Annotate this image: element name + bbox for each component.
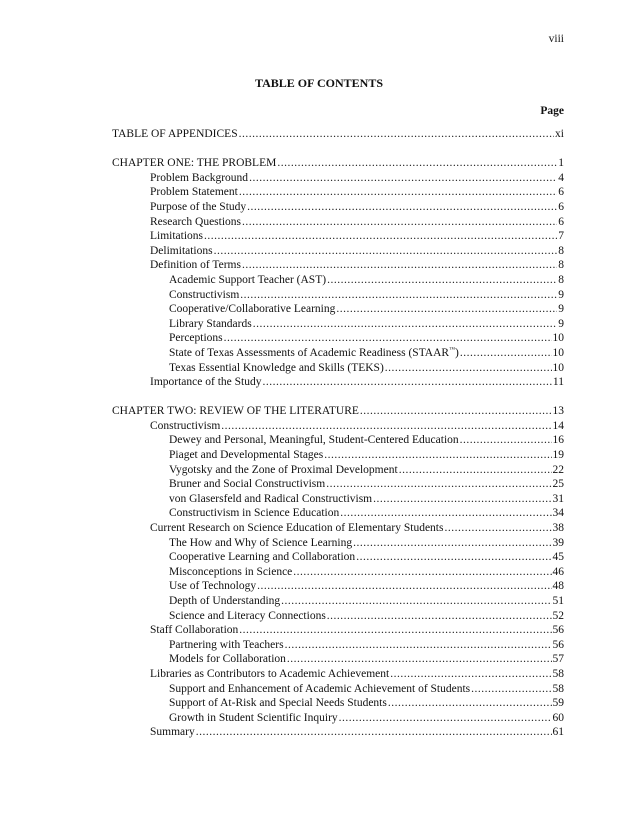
toc-entry [112,229,564,244]
dot-leader [327,273,557,288]
dot-leader [204,229,557,244]
toc-entry-title: Perceptions [169,332,223,345]
toc-entry [112,448,564,463]
toc-entry [112,652,564,667]
toc-entry-page: 59 [552,697,564,710]
dot-leader [287,652,552,667]
dot-leader [281,594,551,609]
page-column-heading: Page [540,105,564,117]
toc-entry [112,127,564,142]
toc-entry-page: 46 [552,565,564,578]
dot-leader [239,185,557,200]
toc-entry-title: CHAPTER TWO: REVIEW OF THE LITERATURE [112,405,359,418]
dot-leader [293,565,551,580]
dot-leader [324,448,551,463]
toc-entry-page: 38 [552,522,564,535]
toc-entry [112,375,564,390]
dot-leader [373,492,551,507]
toc-entry-page: 7 [558,230,564,243]
toc-entry-title: Texas Essential Knowledge and Skills (TEKS) [169,361,384,374]
toc-entry [112,433,564,448]
toc-entry-title: Problem Background [150,171,249,184]
toc-entry [112,258,564,273]
toc-entry [112,404,564,419]
dot-leader [385,361,552,376]
toc-entry [112,550,564,565]
dot-leader [327,609,552,624]
toc-entry-title: Partnering with Teachers [169,638,284,651]
toc-entry [112,156,564,171]
toc-list [112,127,564,740]
toc-entry [112,361,564,376]
toc-entry-page: 56 [552,638,564,651]
dot-leader [240,288,557,303]
dot-leader [340,506,551,521]
dot-leader [249,171,557,186]
toc-entry-title: Misconceptions in Science [169,565,293,578]
dot-leader [242,258,557,273]
toc-entry [112,215,564,230]
toc-entry-page: 25 [552,478,564,491]
toc-entry [112,711,564,726]
dot-leader [471,682,551,697]
dot-leader [224,331,552,346]
toc-entry-page: 4 [558,171,564,184]
toc-entry-title: State of Texas Assessments of Academic Readiness (STAAR™) [169,346,459,359]
dot-leader [356,550,551,565]
toc-entry [112,244,564,259]
toc-entry-title: Importance of the Study [150,376,262,389]
dot-leader [390,667,551,682]
toc-entry-title: Research Questions [150,215,242,228]
toc-entry-page: 58 [552,667,564,680]
toc-entry-page: 19 [552,449,564,462]
toc-entry-page: 57 [552,653,564,666]
toc-entry-page: 52 [552,609,564,622]
toc-entry [112,200,564,215]
toc-entry-title: Dewey and Personal, Meaningful, Student-Centered Education [169,434,459,447]
toc-entry-page: 14 [552,419,564,432]
toc-entry [112,565,564,580]
toc-entry-title: Problem Statement [150,186,238,199]
toc-entry-page: 6 [558,215,564,228]
dot-leader [239,127,554,142]
toc-entry [112,579,564,594]
dot-leader [257,579,551,594]
toc-entry-title: von Glasersfeld and Radical Constructivism [169,492,373,505]
toc-entry-page: 6 [558,200,564,213]
toc-entry-title: Depth of Understanding [169,595,281,607]
toc-entry-title: Limitations [150,230,204,243]
toc-entry [112,463,564,478]
toc-entry [112,638,564,653]
toc-entry-title: Constructivism [150,419,221,432]
toc-entry-title: Library Standards [169,317,252,330]
toc-entry-page: 9 [558,303,564,316]
dot-leader [444,521,551,536]
toc-entry-page: 8 [558,259,564,272]
dot-leader [221,419,551,434]
dot-leader [336,302,557,317]
dot-leader [460,433,552,448]
toc-entry [112,594,564,609]
dot-leader [339,711,552,726]
dot-leader [242,215,557,230]
dot-leader [196,725,552,740]
toc-entry-title: Cooperative Learning and Collaboration [169,551,356,564]
toc-entry-title: Bruner and Social Constructivism [169,478,326,491]
toc-entry [112,171,564,186]
dot-leader [239,623,551,638]
trademark-mark: ™ [449,347,455,354]
toc-entry-page: 10 [552,361,564,374]
toc-entry-title: Constructivism [169,288,240,301]
toc-entry-title: The How and Why of Science Learning [169,536,353,549]
toc-entry-page: 13 [552,405,564,418]
toc-title: TABLE OF CONTENTS [254,76,384,90]
toc-entry [112,725,564,740]
toc-entry-title: Academic Support Teacher (AST) [169,273,327,286]
toc-entry-page: xi [555,128,564,140]
dot-leader [214,244,558,259]
toc-entry-page: 34 [552,507,564,520]
toc-entry [112,623,564,638]
dot-leader [262,375,551,390]
dot-leader [360,404,552,419]
toc-entry-title: Staff Collaboration [150,624,239,637]
toc-entry-page: 58 [552,682,564,695]
toc-entry-page: 8 [558,244,564,257]
dot-leader [253,317,558,332]
toc-entry-title: Use of Technology [169,580,257,593]
toc-entry-page: 8 [558,273,564,286]
toc-entry-title: Vygotsky and the Zone of Proximal Development [169,463,398,476]
toc-entry-title: TABLE OF APPENDICES [112,128,238,140]
toc-entry [112,185,564,200]
toc-entry [112,521,564,536]
toc-entry-page: 9 [558,317,564,330]
dot-leader [388,696,552,711]
toc-entry-title: Constructivism in Science Education [169,507,340,520]
dot-leader [277,156,557,171]
toc-entry-page: 60 [552,711,564,724]
toc-entry-title: Science and Literacy Connections [169,609,326,622]
toc-entry-title: Summary [150,726,195,739]
toc-entry-page: 45 [552,551,564,564]
toc-entry-title: Models for Collaboration [169,653,286,666]
toc-entry [112,536,564,551]
toc-entry-title: Support and Enhancement of Academic Achievement of Students [169,682,471,695]
toc-entry-page: 10 [552,332,564,345]
toc-entry-title: Purpose of the Study [150,200,247,213]
toc-entry-page: 48 [552,580,564,593]
dot-leader [353,536,551,551]
toc-entry-page: 51 [552,595,564,607]
dot-leader [247,200,557,215]
toc-entry [112,492,564,507]
toc-entry-page: 9 [558,288,564,301]
dot-leader [326,477,551,492]
toc-entry [112,346,564,361]
toc-entry-title: Definition of Terms [150,259,241,272]
toc-entry [112,477,564,492]
toc-entry [112,288,564,303]
dot-leader [460,346,552,361]
toc-entry-page: 1 [558,157,564,170]
toc-entry-page: 11 [552,376,564,389]
toc-entry-title: Cooperative/Collaborative Learning [169,303,336,316]
toc-entry-page: 22 [552,463,564,476]
toc-entry-page: 6 [558,186,564,199]
toc-entry-title: Current Research on Science Education of Elementary Students [150,522,444,535]
page-number: viii [548,33,564,45]
toc-entry [112,302,564,317]
toc-entry [112,667,564,682]
toc-entry-title: Delimitations [150,244,213,257]
toc-entry-page: 10 [552,346,564,359]
toc-entry-page: 39 [552,536,564,549]
toc-entry [112,696,564,711]
toc-entry [112,331,564,346]
toc-entry-title: Support of At-Risk and Special Needs Students [169,697,387,710]
toc-entry [112,317,564,332]
dot-leader [285,638,552,653]
toc-entry-title: CHAPTER ONE: THE PROBLEM [112,157,277,170]
toc-entry-title: Growth in Student Scientific Inquiry [169,711,338,724]
toc-entry [112,273,564,288]
toc-entry [112,682,564,697]
toc-entry-page: 61 [552,726,564,739]
toc-entry-title: Libraries as Contributors to Academic Achievement [150,667,390,680]
toc-entry-title: Piaget and Developmental Stages [169,449,324,462]
toc-entry-page: 31 [552,492,564,505]
toc-entry-page: 56 [552,624,564,637]
toc-entry [112,506,564,521]
toc-entry [112,609,564,624]
toc-entry-page: 16 [552,434,564,447]
toc-entry [112,419,564,434]
dot-leader [399,463,552,478]
